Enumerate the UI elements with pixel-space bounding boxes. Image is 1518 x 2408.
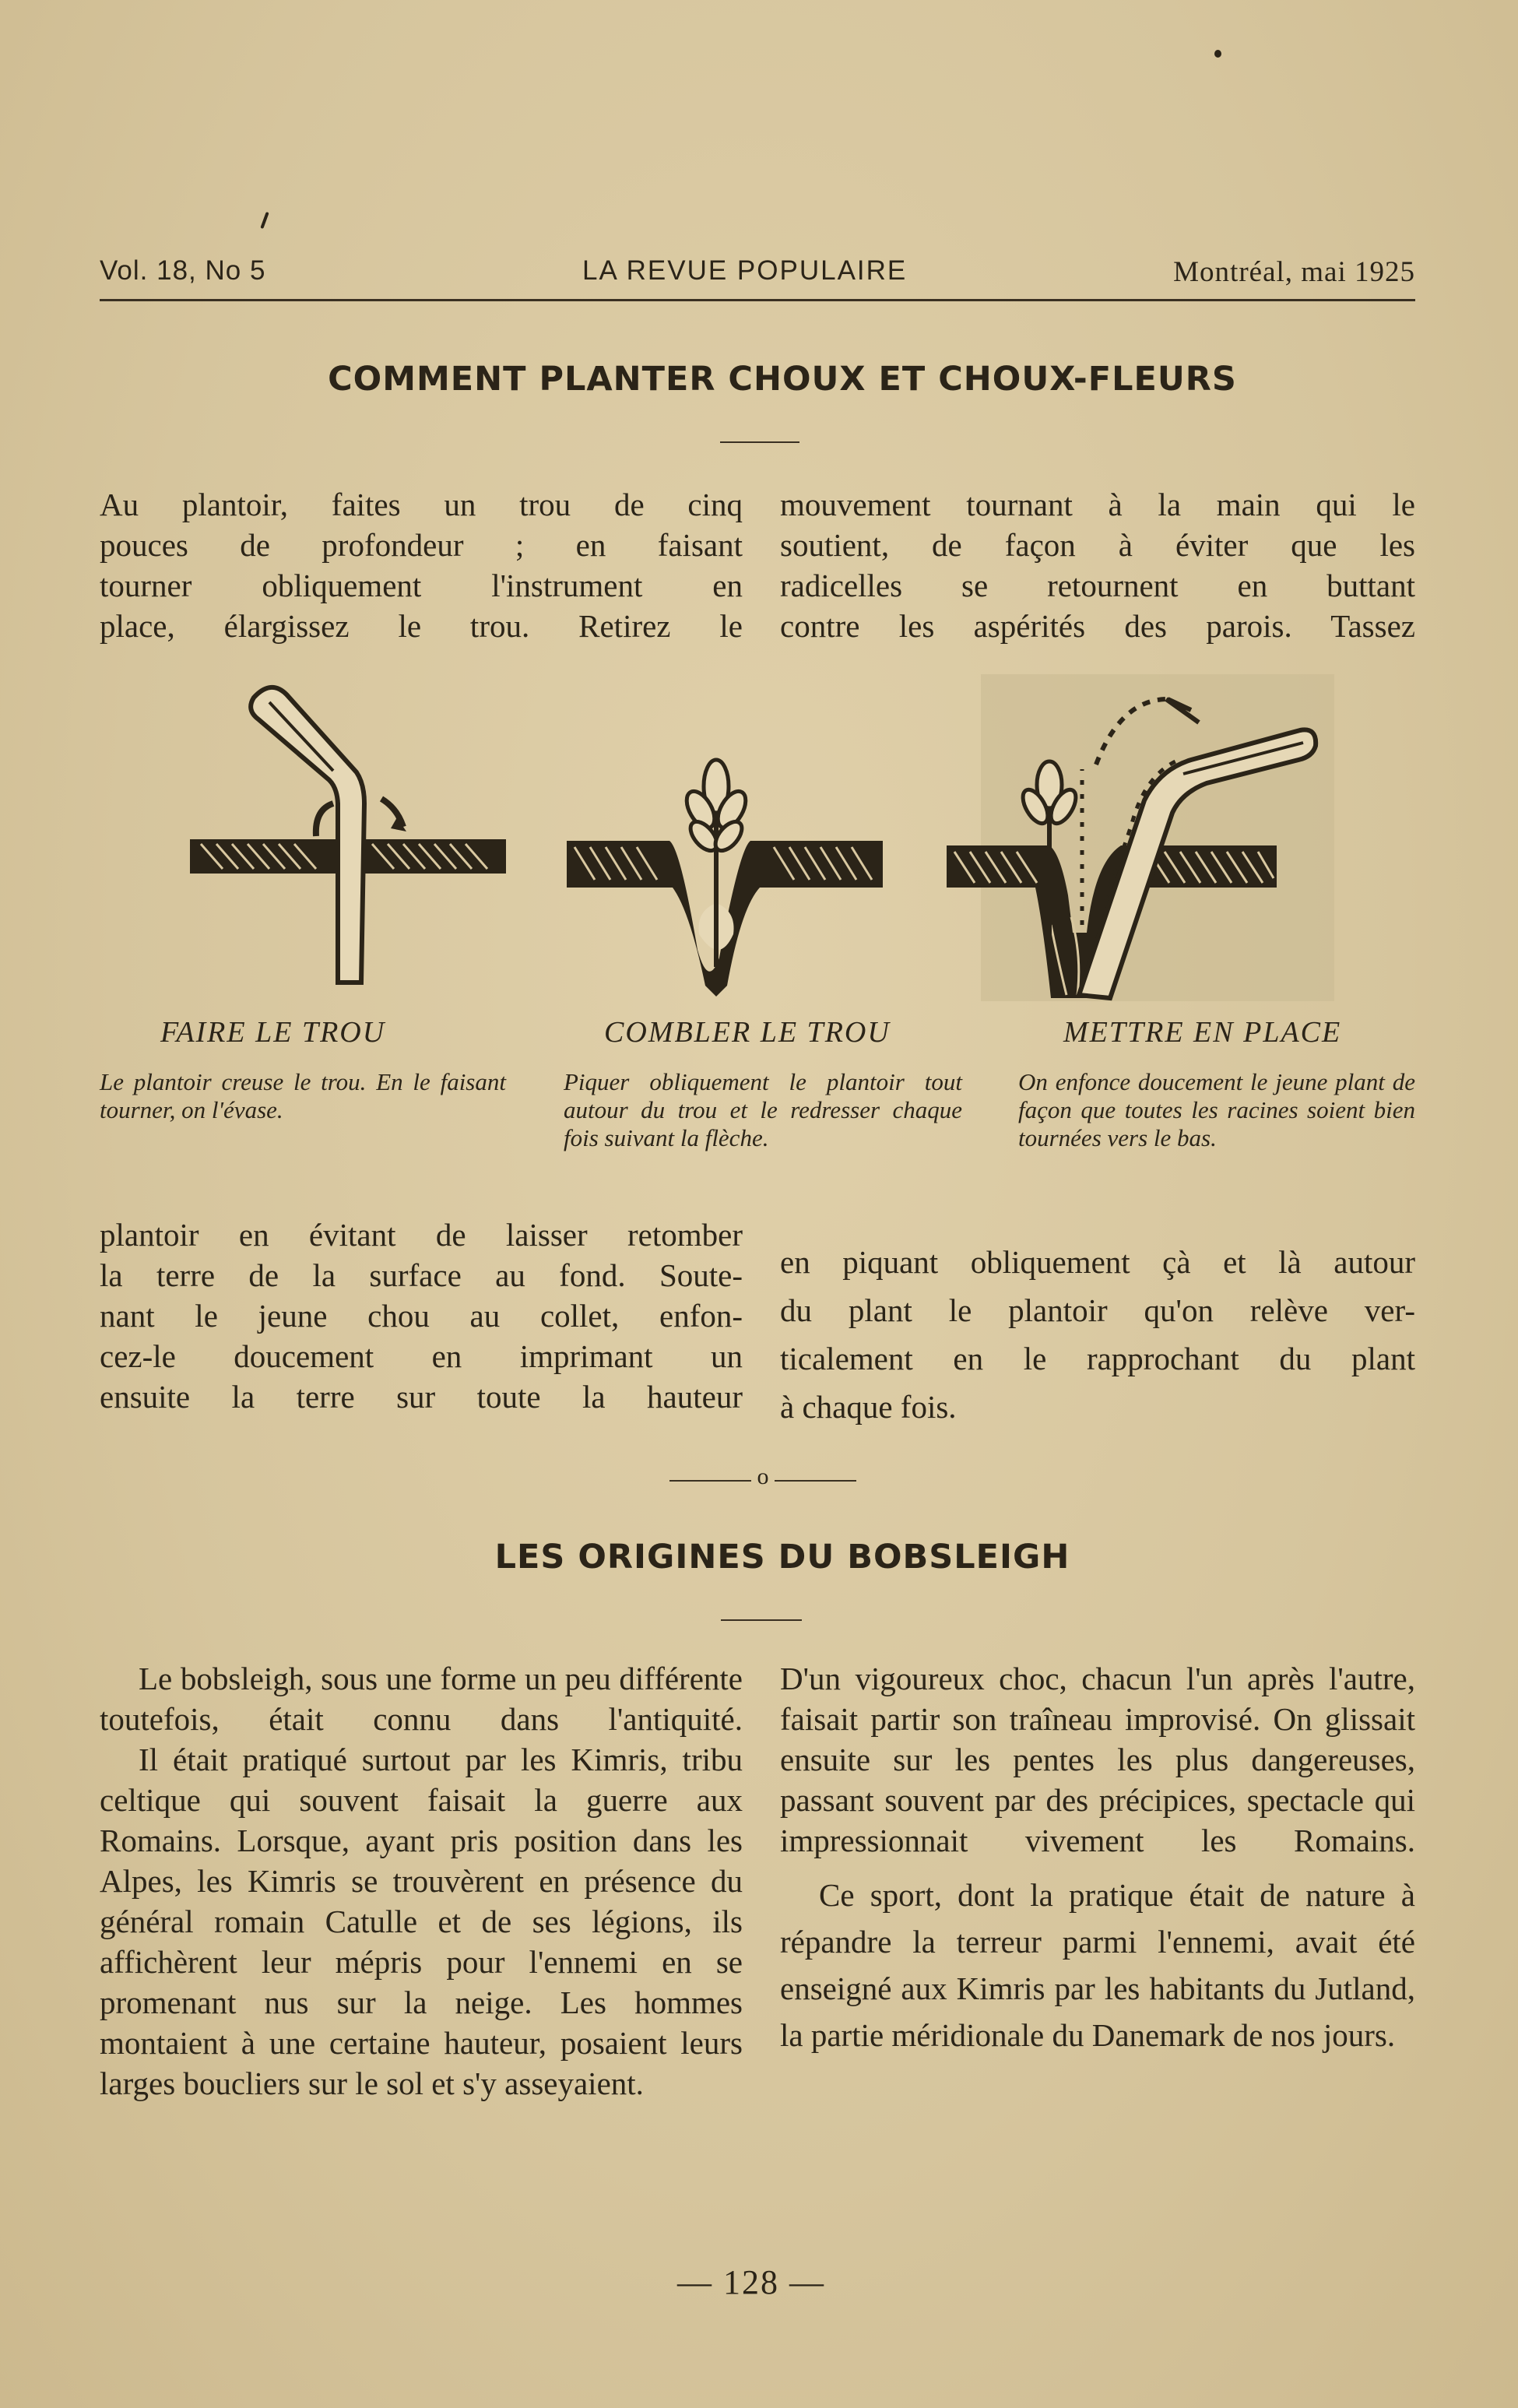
text-line: plantoir en évitant de laisser retomber [100,1217,743,1253]
caption-text-1: Le plantoir creuse le trou. En le faisant tourner, on l'évase. [100,1068,506,1123]
paragraph: Le bobsleigh, sous une forme un peu différente toutefois, était connu dans l'antiquité. [100,1661,743,1737]
paragraph: Ce sport, dont la pratique était de nature à répandre la terreur parmi l'ennemi, avait été enseigné aux Kimris par les habitants du Jutland, la partie méridionale du Danemark de nos jours. [780,1877,1415,2053]
text-line: mouvement tournant à la main qui le [780,487,1415,522]
ink-stroke [260,212,269,229]
text-line: cez-le doucement en imprimant un [100,1338,743,1374]
article-title-2: LES ORIGINES DU BOBSLEIGH [494,1538,1070,1577]
text-line: Au plantoir, faites un trou de cinq [100,487,743,522]
text-line: du plant le plantoir qu'on relève ver- [780,1292,1415,1328]
article-title: COMMENT PLANTER CHOUX ET CHOUX-FLEURS [328,360,1237,399]
issue-date: Montréal, mai 1925 [1173,256,1415,288]
intro-right-column [780,484,1415,646]
text-line: en piquant obliquement çà et là autour [780,1244,1415,1280]
dibber-making-hole-icon [177,671,520,998]
header-rule [100,299,1415,301]
text-line: place, élargissez le trou. Retirez le [100,608,743,644]
volume-number: Vol. 18, No 5 [100,255,266,286]
page-number: — 128 — [677,2263,825,2301]
paragraph: D'un vigoureux choc, chacun l'un après l'autre, faisait partir son traîneau improvisé. On glissait ensuite sur les pentes les plus dangereuses, passant souvent par des précipices, spectacle qui impressionnait vivement les Romains. [780,1661,1415,1858]
text-line: pouces de profondeur ; en faisant [100,527,743,563]
section-separator [669,1464,856,1495]
caption-title-3: METTRE EN PLACE [1063,1016,1342,1049]
caption-text-2: Piquer obliquement le plantoir tout autour du trou et le redresser chaque fois suivant la flèche. [564,1068,962,1151]
text-line: la terre de la surface au fond. Soute- [100,1257,743,1293]
ink-spot [1214,50,1221,58]
text-line: soutient, de façon à éviter que les [780,527,1415,563]
text-line: contre les aspérités des parois. Tassez [780,608,1415,644]
seedling-and-dibber-icon [934,668,1339,1003]
title-rule-2 [721,1619,802,1621]
article2-right-column [780,1658,1415,2058]
intro-left-column [100,484,743,646]
text-line: nant le jeune chou au collet, enfon- [100,1298,743,1334]
body-left-column [100,1215,743,1417]
separator-mark: o [757,1464,769,1489]
text-line: ticalement en le rapprochant du plant [780,1341,1415,1376]
caption-title-1: FAIRE LE TROU [160,1016,386,1049]
running-header [100,248,1415,294]
magazine-title: LA REVUE POPULAIRE [582,255,908,286]
body-right-column [780,1238,1415,1431]
title-rule [720,441,799,443]
article2-left-column [100,1658,743,2104]
caption-title-2: COMBLER LE TROU [604,1016,891,1049]
seedling-in-hole-icon [564,755,891,998]
caption-text-3: On enfonce doucement le jeune plant de façon que toutes les racines soient bien tournées vers le bas. [1018,1068,1415,1151]
text-line: radicelles se retournent en buttant [780,568,1415,603]
text-line: à chaque fois. [780,1389,957,1425]
text-line: tourner obliquement l'instrument en [100,568,743,603]
text-line: ensuite la terre sur toute la hauteur [100,1379,743,1415]
paragraph: Il était pratiqué surtout par les Kimris, tribu celtique qui souvent faisait la guerre aux Romains. Lorsque, ayant pris position dans les Alpes, les Kimris se trouvèrent en présence du général romain Catulle et de ses légions, ils affichèrent leur mépris pour l'ennemi en se promenant nus sur la neige. Les hommes montaient à une certaine hauteur, posaient leurs larges boucliers sur le sol et s'y asseyaient. [100,1742,743,2101]
